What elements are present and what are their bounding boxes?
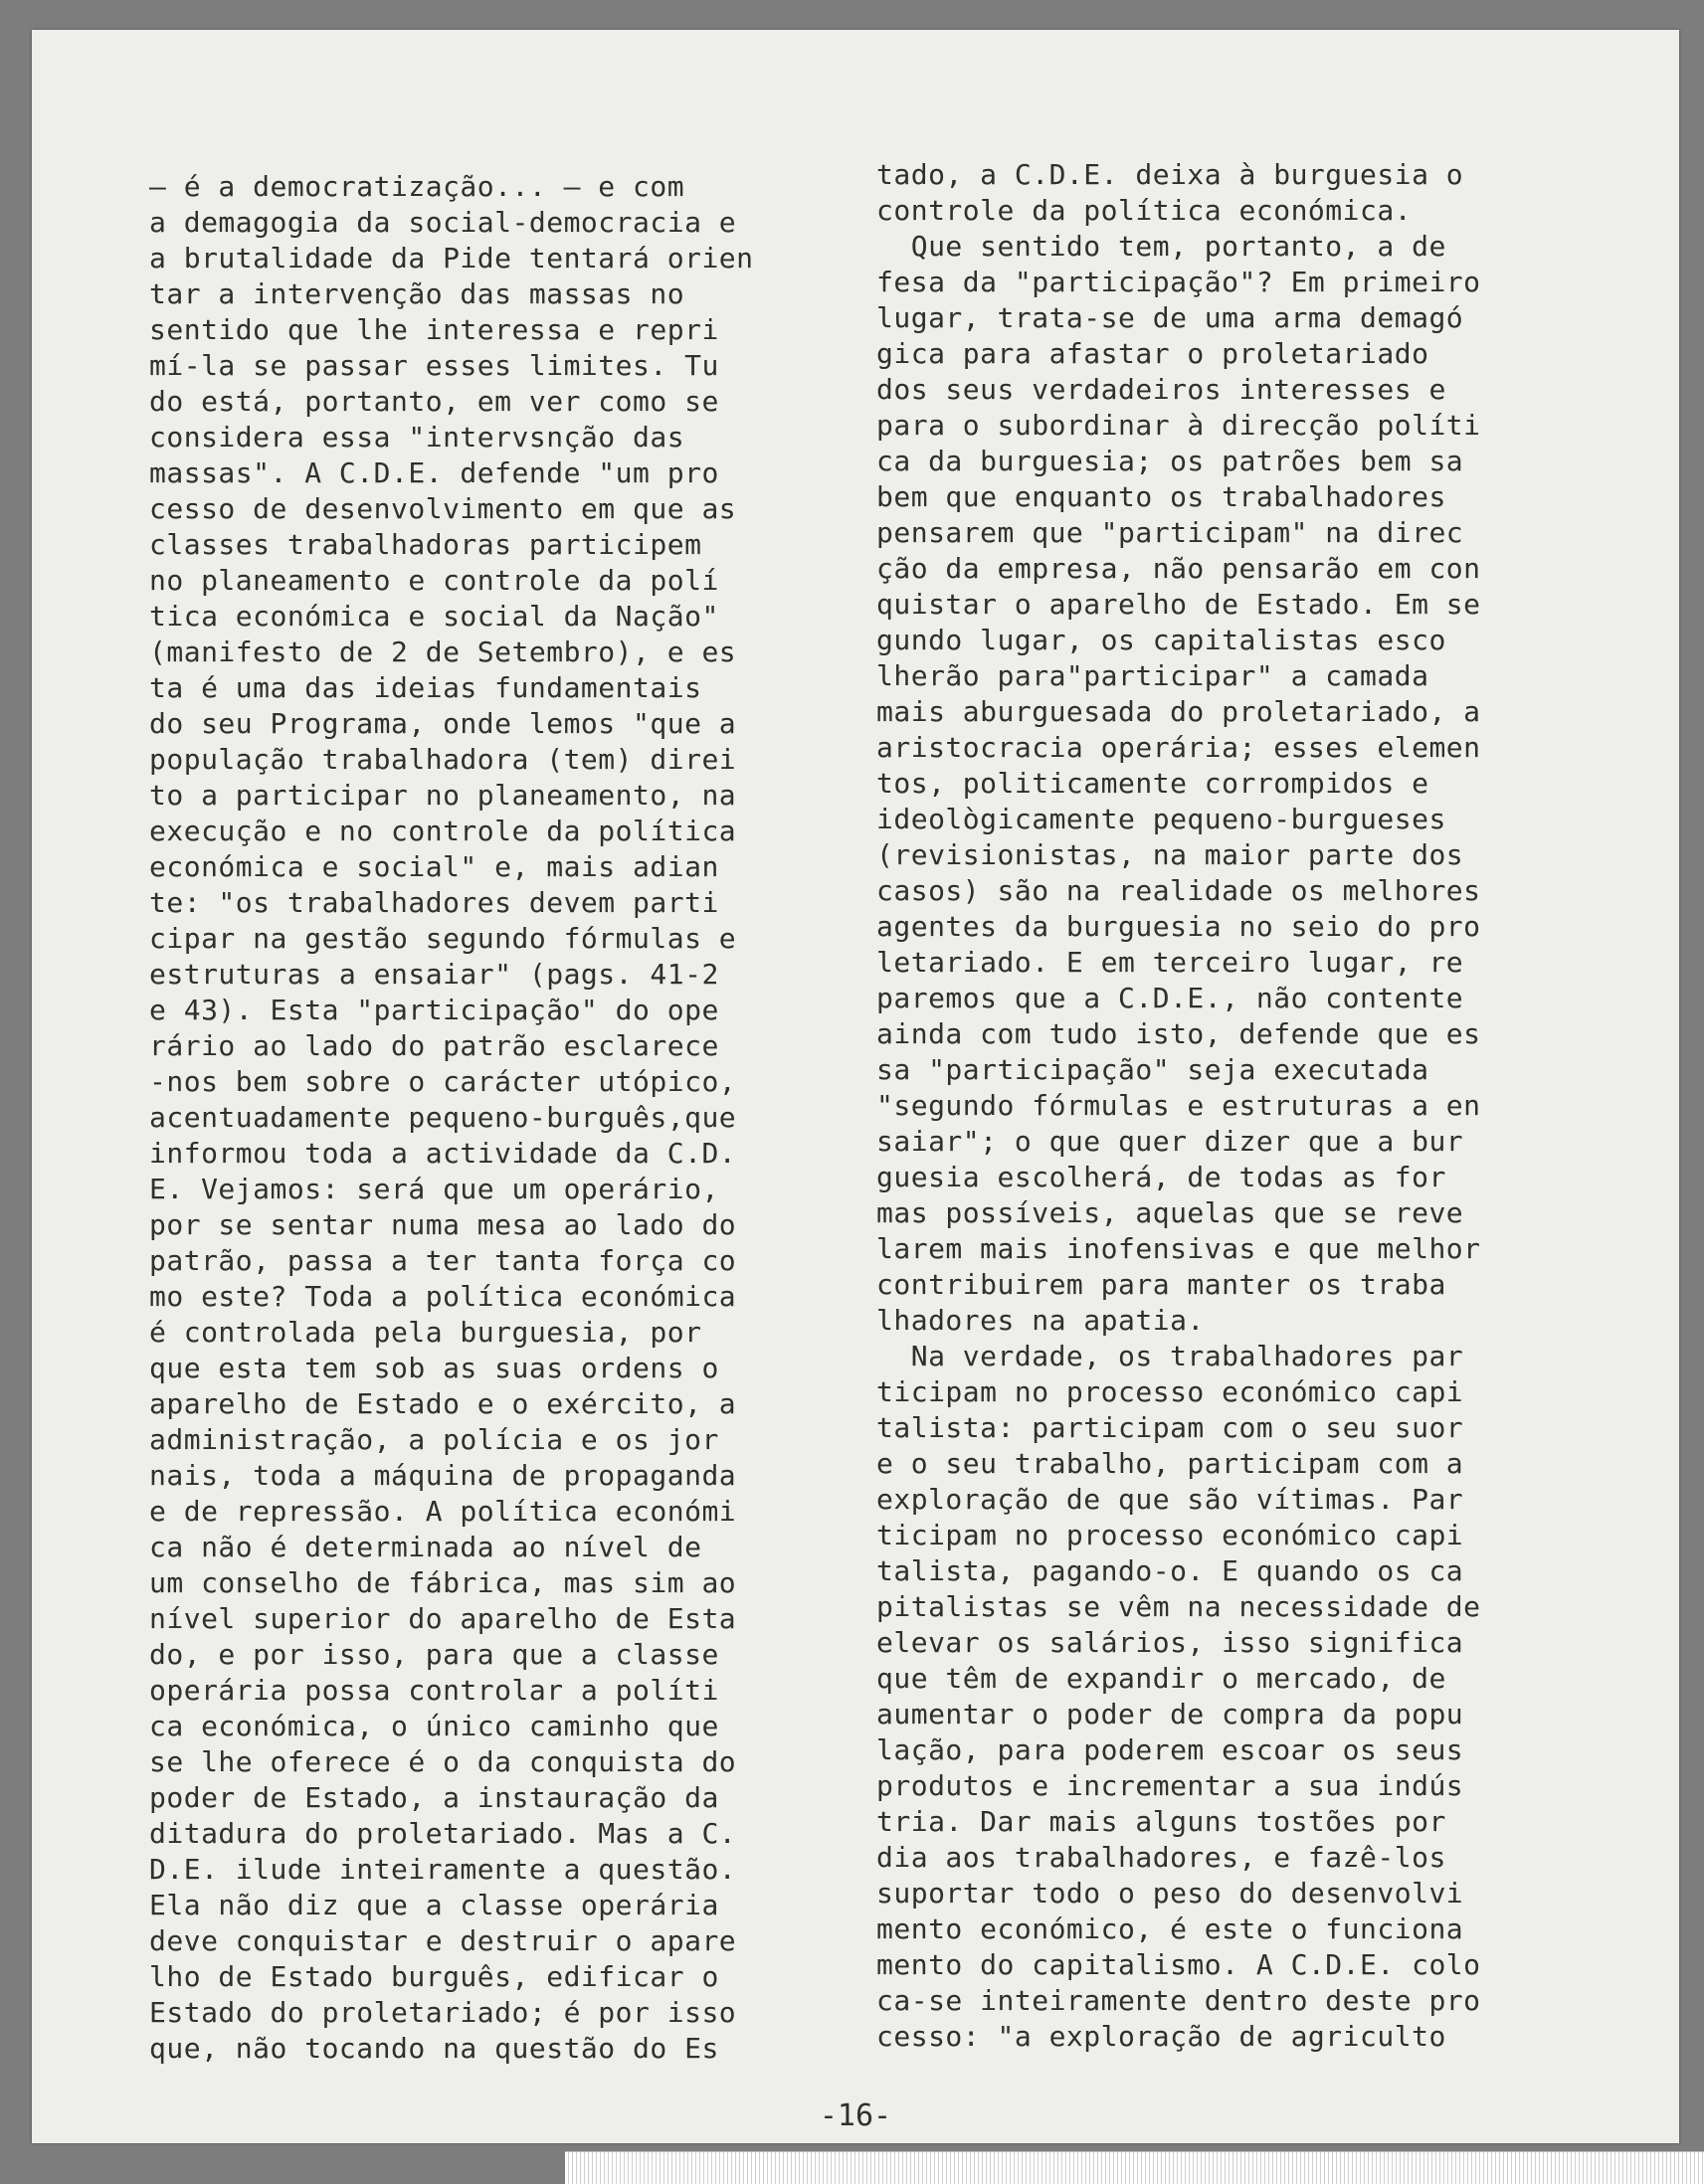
text-line: massas". A C.D.E. defende "um pro [149, 456, 719, 489]
text-line: to a participar no planeamento, na [149, 779, 737, 812]
text-line: mas possíveis, aquelas que se reve [876, 1196, 1464, 1229]
text-line: ta é uma das ideias fundamentais [149, 671, 702, 704]
text-line: ticipam no processo económico capi [876, 1519, 1464, 1551]
document-page [32, 30, 1679, 2143]
text-line: paremos que a C.D.E., não contente [876, 982, 1464, 1014]
text-line: aristocracia operária; esses elemen [876, 731, 1481, 764]
text-line: do seu Programa, onde lemos "que a [149, 707, 737, 740]
text-line: que, não tocando na questão do Es [149, 2032, 719, 2065]
text-line: — é a democratização... — e com [149, 170, 685, 203]
text-line: um conselho de fábrica, mas sim ao [149, 1566, 737, 1599]
text-line: acentuadamente pequeno-burguês,que [149, 1101, 737, 1134]
text-line: sa "participação" seja executada [876, 1053, 1429, 1086]
text-line: contribuirem para manter os traba [876, 1268, 1446, 1301]
text-line: tria. Dar mais alguns tostões por [876, 1805, 1446, 1838]
text-line: e o seu trabalho, participam com a [876, 1447, 1464, 1480]
text-line: aumentar o poder de compra da popu [876, 1698, 1464, 1730]
text-line: E. Vejamos: será que um operário, [149, 1173, 719, 1205]
text-line: suportar todo o peso do desenvolvi [876, 1877, 1464, 1910]
text-line: letariado. E em terceiro lugar, re [876, 946, 1464, 979]
text-line: considera essa "intervsnção das [149, 421, 685, 454]
text-line: aparelho de Estado e o exército, a [149, 1387, 737, 1420]
text-line: tado, a C.D.E. deixa à burguesia o [876, 158, 1464, 191]
text-line: Que sentido tem, portanto, a de [876, 230, 1446, 263]
text-line: poder de Estado, a instauração da [149, 1781, 719, 1814]
text-line: económica e social" e, mais adian [149, 850, 719, 883]
text-line: (revisionistas, na maior parte dos [876, 838, 1464, 871]
text-line: ção da empresa, não pensarão em con [876, 552, 1481, 585]
text-line: "segundo fórmulas e estruturas a en [876, 1089, 1481, 1122]
text-line: ca da burguesia; os patrões bem sa [876, 445, 1464, 477]
text-line: cesso de desenvolvimento em que as [149, 492, 737, 525]
text-line: do, e por isso, para que a classe [149, 1638, 719, 1671]
text-line: lação, para poderem escoar os seus [876, 1733, 1464, 1766]
text-line: talista, pagando-o. E quando os ca [876, 1554, 1464, 1587]
text-line: talista: participam com o seu suor [876, 1411, 1464, 1444]
text-line: para o subordinar à direcção políti [876, 409, 1481, 442]
text-line: guesia escolherá, de todas as for [876, 1161, 1446, 1193]
text-line: lugar, trata-se de uma arma demagó [876, 301, 1464, 334]
text-line: nais, toda a máquina de propaganda [149, 1459, 737, 1492]
left-text-column [149, 169, 846, 2067]
text-line: bem que enquanto os trabalhadores [876, 480, 1446, 513]
scale-ruler [565, 2151, 1704, 2184]
text-line: e de repressão. A política económi [149, 1495, 737, 1528]
text-line: mo este? Toda a política económica [149, 1280, 737, 1313]
text-line: Na verdade, os trabalhadores par [876, 1340, 1464, 1372]
text-line: execução e no controle da política [149, 815, 737, 847]
text-line: rário ao lado do patrão esclarece [149, 1029, 719, 1062]
text-line: cipar na gestão segundo fórmulas e [149, 922, 737, 955]
text-line: é controlada pela burguesia, por [149, 1316, 702, 1349]
text-line: Estado do proletariado; é por isso [149, 1996, 737, 2029]
text-line: exploração de que são vítimas. Par [876, 1483, 1464, 1516]
text-line: quistar o aparelho de Estado. Em se [876, 588, 1481, 621]
text-line: a brutalidade da Pide tentará orien [149, 242, 754, 274]
text-line: nível superior do aparelho de Esta [149, 1602, 737, 1635]
text-line: mí-la se passar esses limites. Tu [149, 349, 719, 382]
text-line: tar a intervenção das massas no [149, 277, 685, 310]
text-line: ca-se inteiramente dentro deste pro [876, 1984, 1481, 2017]
text-line: dos seus verdadeiros interesses e [876, 373, 1446, 406]
text-line: do está, portanto, em ver como se [149, 385, 719, 418]
text-line: agentes da burguesia no seio do pro [876, 910, 1481, 943]
text-line: casos) são na realidade os melhores [876, 874, 1481, 907]
text-line: lherão para"participar" a camada [876, 659, 1429, 692]
text-line: que têm de expandir o mercado, de [876, 1662, 1446, 1695]
text-line: por se sentar numa mesa ao lado do [149, 1208, 737, 1241]
text-line: D.E. ilude inteiramente a questão. [149, 1853, 737, 1886]
text-line: tos, politicamente corrompidos e [876, 767, 1429, 800]
text-line: cesso: "a exploração de agriculto [876, 2020, 1446, 2053]
text-line: lhadores na apatia. [876, 1304, 1205, 1337]
text-line: no planeamento e controle da polí [149, 564, 719, 597]
text-line: larem mais inofensivas e que melhor [876, 1232, 1481, 1265]
text-line: e 43). Esta "participação" do ope [149, 994, 719, 1026]
text-line: -nos bem sobre o carácter utópico, [149, 1065, 737, 1098]
text-line: que esta tem sob as suas ordens o [149, 1352, 719, 1384]
text-line: gundo lugar, os capitalistas esco [876, 624, 1446, 656]
text-line: Ela não diz que a classe operária [149, 1889, 719, 1921]
text-line: deve conquistar e destruir o apare [149, 1924, 737, 1957]
text-line: sentido que lhe interessa e repri [149, 313, 719, 346]
text-line: informou toda a actividade da C.D. [149, 1137, 737, 1170]
text-line: pensarem que "participam" na direc [876, 516, 1464, 549]
text-line: operária possa controlar a políti [149, 1674, 719, 1707]
text-line: ainda com tudo isto, defende que es [876, 1017, 1481, 1050]
text-line: ditadura do proletariado. Mas a C. [149, 1817, 737, 1850]
text-line: classes trabalhadoras participem [149, 528, 702, 561]
text-line: controle da política económica. [876, 194, 1413, 227]
text-line: ideològicamente pequeno-burgueses [876, 803, 1446, 835]
text-line: (manifesto de 2 de Setembro), e es [149, 636, 737, 668]
text-line: patrão, passa a ter tanta força co [149, 1244, 737, 1277]
text-line: mento do capitalismo. A C.D.E. colo [876, 1948, 1481, 1981]
text-line: te: "os trabalhadores devem parti [149, 886, 719, 919]
text-line: tica económica e social da Nação" [149, 600, 719, 633]
text-line: pitalistas se vêm na necessidade de [876, 1590, 1481, 1623]
text-line: mento económico, é este o funciona [876, 1912, 1464, 1945]
text-line: se lhe oferece é o da conquista do [149, 1745, 737, 1778]
text-line: administração, a polícia e os jor [149, 1423, 719, 1456]
text-line: população trabalhadora (tem) direi [149, 743, 737, 776]
right-text-column [876, 157, 1612, 2055]
text-line: ca económica, o único caminho que [149, 1710, 719, 1742]
text-line: ca não é determinada ao nível de [149, 1531, 702, 1563]
text-line: mais aburguesada do proletariado, a [876, 695, 1481, 728]
text-line: elevar os salários, isso significa [876, 1626, 1464, 1659]
text-line: estruturas a ensaiar" (pags. 41-2 [149, 958, 719, 991]
page-number: -16- [819, 2098, 892, 2133]
text-line: produtos e incrementar a sua indús [876, 1769, 1464, 1802]
text-line: a demagogia da social-democracia e [149, 206, 737, 239]
text-line: lho de Estado burguês, edificar o [149, 1960, 719, 1993]
text-line: ticipam no processo económico capi [876, 1375, 1464, 1408]
text-line: gica para afastar o proletariado [876, 337, 1429, 370]
text-line: fesa da "participação"? Em primeiro [876, 266, 1481, 298]
text-line: saiar"; o que quer dizer que a bur [876, 1125, 1464, 1158]
text-line: dia aos trabalhadores, e fazê-los [876, 1841, 1446, 1874]
